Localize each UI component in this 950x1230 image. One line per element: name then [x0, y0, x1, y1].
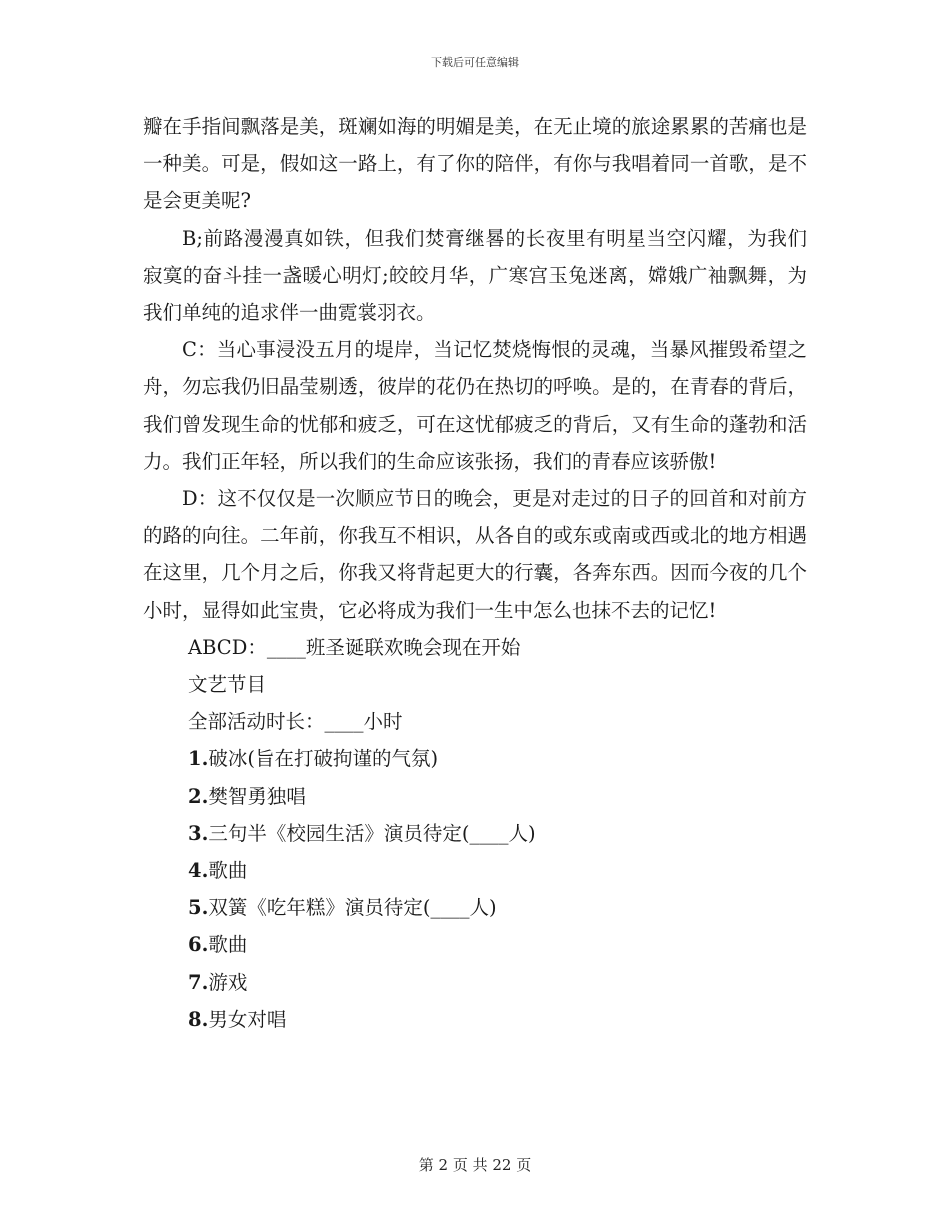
page-header: 下载后可任意编辑: [431, 56, 519, 69]
document-body: [143, 108, 807, 1038]
program-item-number: 6.: [188, 933, 209, 957]
program-item-text: 樊智勇独唱: [208, 784, 306, 808]
paragraph-c: C：当心事浸没五月的堤岸，当记忆焚烧悔恨的灵魂，当暴风摧毁希望之舟，勿忘我仍旧晶莹剔透，彼岸的花仍在热切的呼唤。是的，在青春的背后，我们曾发现生命的忧郁和疲乏，可在这忧郁疲乏的背后，又有生命的蓬勃和活力。我们正年轻，所以我们的生命应该张扬，我们的青春应该骄傲!: [143, 338, 807, 473]
program-item-number: 2.: [188, 784, 209, 808]
program-item: [143, 778, 807, 815]
paragraph-b: B;前路漫漫真如铁，但我们焚膏继晷的长夜里有明星当空闪耀，为我们寂寞的奋斗挂一盏暖心明灯;皎皎月华，广寒宫玉兔迷离，嫦娥广袖飘舞，为我们单纯的追求伴一曲霓裳羽衣。: [143, 226, 807, 325]
program-item: [143, 926, 807, 963]
paragraph-d: D：这不仅仅是一次顺应节日的晚会，更是对走过的日子的回首和对前方的路的向往。二年前，你我互不相识，从各自的或东或南或西或北的地方相遇在这里，几个月之后，你我又将背起更大的行囊，各奔东西。因而今夜的几个小时，显得如此宝贵，它必将成为我们一生中怎么也抹不去的记忆!: [143, 487, 807, 622]
program-item-number: 4.: [188, 859, 209, 883]
duration-line: 全部活动时长：____小时: [188, 710, 403, 734]
program-item-number: 3.: [188, 821, 209, 845]
program-list: [143, 740, 807, 1038]
announcement-line: ABCD：____班圣诞联欢晚会现在开始: [188, 635, 521, 659]
program-item-text: 男女对唱: [208, 1007, 287, 1031]
program-item-text: 双簧《吃年糕》演员待定(____人): [208, 896, 497, 920]
program-item: [143, 740, 807, 777]
program-item: [143, 815, 807, 852]
paragraph-intro: 瓣在手指间飘落是美，斑斓如海的明媚是美，在无止境的旅途累累的苦痛也是一种美。可是，假如这一路上，有了你的陪伴，有你与我唱着同一首歌，是不是会更美呢?: [143, 115, 807, 213]
program-item: [143, 1001, 807, 1038]
program-item-text: 歌曲: [208, 933, 248, 957]
program-item-text: 游戏: [208, 970, 248, 994]
program-item-text: 歌曲: [208, 859, 248, 883]
program-item-text: 破冰(旨在打破拘谨的气氛): [208, 747, 439, 771]
program-item: [143, 889, 807, 926]
program-item-number: 8.: [188, 1007, 209, 1031]
program-item: [143, 964, 807, 1001]
section-title: 文艺节目: [188, 673, 267, 697]
program-item-text: 三句半《校园生活》演员待定(____人): [208, 821, 536, 845]
program-item-number: 5.: [188, 896, 209, 920]
program-item-number: 7.: [188, 970, 209, 994]
page-footer: 第 2 页 共 22 页: [418, 1156, 532, 1174]
program-item: [143, 852, 807, 889]
program-item-number: 1.: [188, 747, 209, 771]
